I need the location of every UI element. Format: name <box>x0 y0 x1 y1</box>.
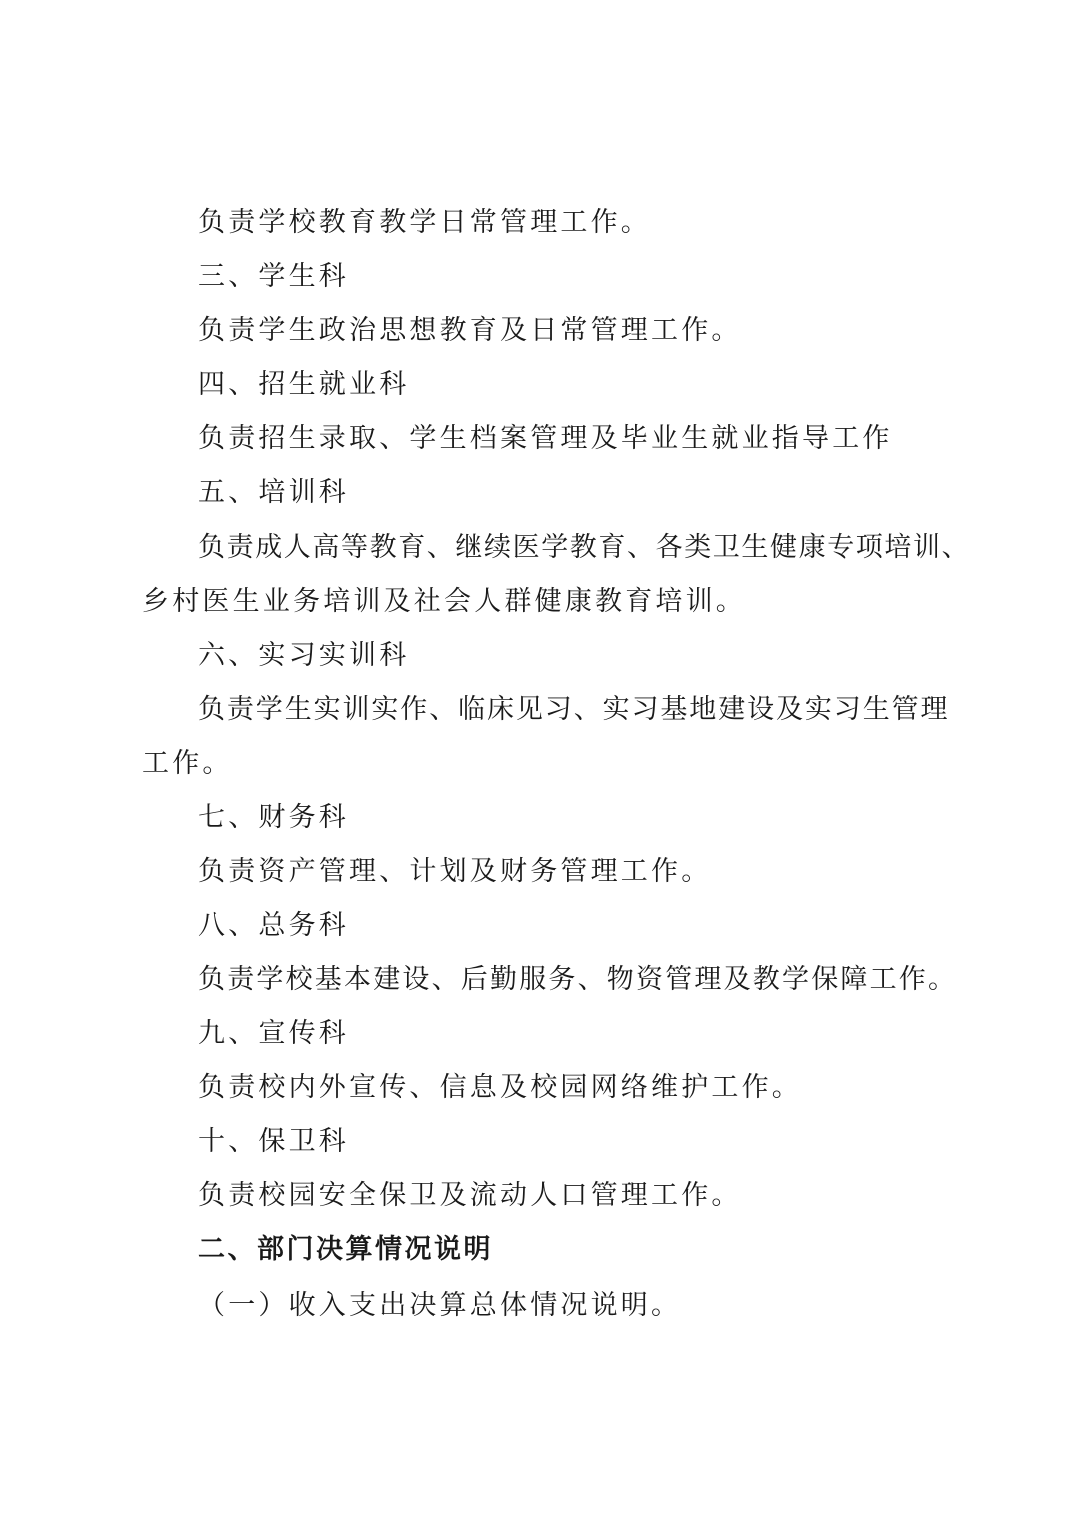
paragraph-text: 乡村医生业务培训及社会人群健康教育培训。 <box>142 586 746 617</box>
subsection-title: （一）收入支出决算总体情况说明。 <box>198 1290 682 1321</box>
paragraph-text: 负责学校基本建设、后勤服务、物资管理及教学保障工作。 <box>198 964 958 995</box>
chapter-heading: 二、部门决算情况说明 <box>198 1234 493 1265</box>
paragraph-text: 负责校园安全保卫及流动人口管理工作。 <box>198 1180 742 1211</box>
paragraph-text: 负责资产管理、计划及财务管理工作。 <box>198 856 712 887</box>
section-title: 三、学生科 <box>198 261 349 292</box>
section-title: 八、总务科 <box>198 910 349 941</box>
section-title: 七、财务科 <box>198 802 349 833</box>
paragraph-text: 负责学生政治思想教育及日常管理工作。 <box>198 315 742 346</box>
section-title: 九、宣传科 <box>198 1018 349 1049</box>
section-title: 五、培训科 <box>198 477 349 508</box>
paragraph-text: 工作。 <box>142 748 233 779</box>
section-title: 六、实习实训科 <box>198 640 410 671</box>
paragraph-text: 负责招生录取、学生档案管理及毕业生就业指导工作 <box>198 423 893 454</box>
paragraph-text: 负责学生实训实作、临床见习、实习基地建设及实习生管理 <box>198 694 950 725</box>
paragraph-text: 负责学校教育教学日常管理工作。 <box>198 207 651 238</box>
section-title: 四、招生就业科 <box>198 369 410 400</box>
paragraph-text: 负责成人高等教育、继续医学教育、各类卫生健康专项培训、 <box>198 532 971 563</box>
section-title: 十、保卫科 <box>198 1126 349 1157</box>
paragraph-text: 负责校内外宣传、信息及校园网络维护工作。 <box>198 1072 802 1103</box>
